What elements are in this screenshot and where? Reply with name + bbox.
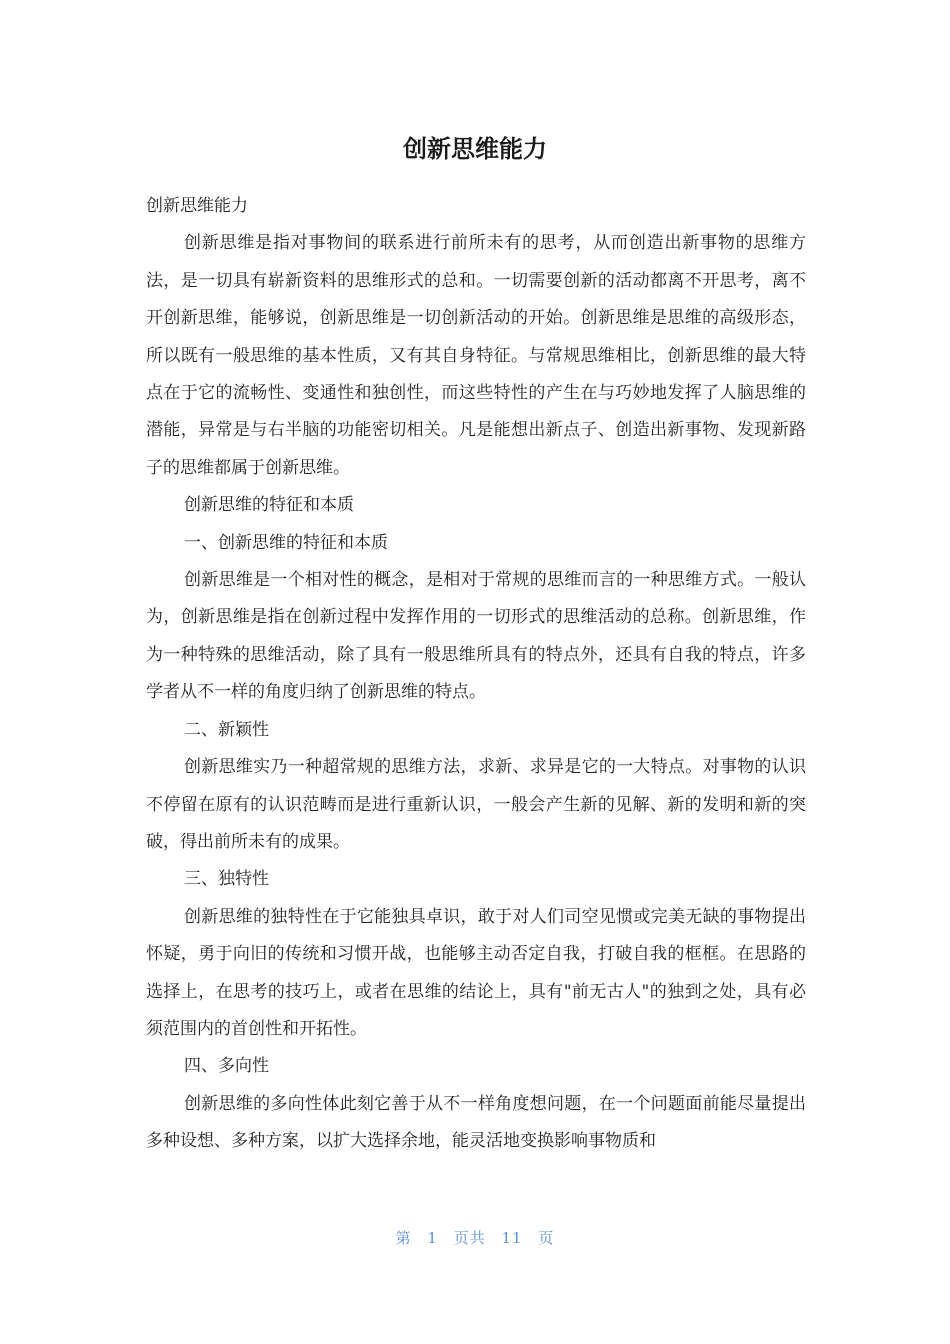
- section-heading: 一、创新思维的特征和本质: [184, 532, 388, 553]
- page-number-footer: 第 1 页共 11 页: [395, 1229, 555, 1247]
- paragraph: 创新思维实乃一种超常规的思维方法，求新、求异是它的一大特点。对事物的认识不停留在原有的认识范畴而是进行重新认识，一般会产生新的见解、新的发明和新的突破，得出前所未有的成果。: [146, 757, 806, 852]
- section-heading: 三、独特性: [184, 869, 269, 890]
- paragraph: 创新思维是一个相对性的概念，是相对于常规的思维而言的一种思维方式。一般认为，创新思维是指在创新过程中发挥作用的一切形式的思维活动的总称。创新思维，作为一种特殊的思维活动，除了具有一般思维所具有的特点外，还具有自我的特点，许多学者从不一样的角度归纳了创新思维的特点。: [146, 570, 806, 703]
- document-body: [146, 188, 806, 1161]
- document-title: 创新思维能力: [403, 135, 547, 163]
- section-heading: 二、新颖性: [184, 719, 269, 740]
- paragraph-subtitle: 创新思维能力: [146, 196, 248, 216]
- section-heading: 创新思维的特征和本质: [184, 495, 354, 516]
- paragraph: 创新思维是指对事物间的联系进行前所未有的思考，从而创造出新事物的思维方法，是一切具有崭新资料的思维形式的总和。一切需要创新的活动都离不开思考，离不开创新思维，能够说，创新思维是一切创新活动的开始。创新思维是思维的高级形态，所以既有一般思维的基本性质，又有其自身特征。与常规思维相比，创新思维的最大特点在于它的流畅性、变通性和独创性，而这些特性的产生在与巧妙地发挥了人脑思维的潜能，异常是与右半脑的功能密切相关。凡是能想出新点子、创造出新事物、发现新路子的思维都属于创新思维。: [146, 233, 806, 478]
- paragraph: 创新思维的独特性在于它能独具卓识，敢于对人们司空见惯或完美无缺的事物提出怀疑，勇于向旧的传统和习惯开战，也能够主动否定自我，打破自我的框框。在思路的选择上，在思考的技巧上，或者在思维的结论上，具有"前无古人"的独到之处，具有必须范围内的首创性和开拓性。: [146, 906, 806, 1039]
- section-heading: 四、多向性: [184, 1056, 269, 1077]
- paragraph: 创新思维的多向性体此刻它善于从不一样角度想问题，在一个问题面前能尽量提出多种设想、多种方案，以扩大选择余地，能灵活地变换影响事物质和: [146, 1093, 806, 1152]
